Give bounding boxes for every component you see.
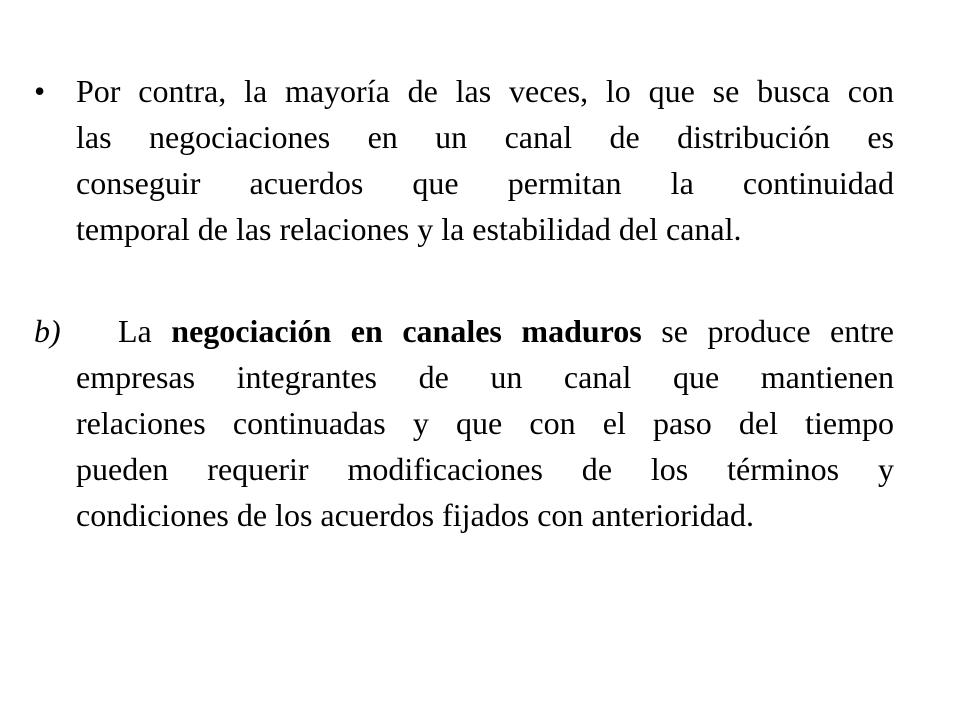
bold-term: negociación en canales maduros (171, 313, 642, 349)
text-run: La (118, 313, 172, 349)
text-line: conseguir acuerdos que permitan la continuidad (76, 165, 894, 201)
item-marker-b: b) (34, 313, 61, 349)
text-line: empresas integrantes de un canal que mantienen (76, 359, 894, 395)
paragraph-continuity (76, 68, 894, 252)
paragraph-mature-channels (76, 308, 894, 538)
text-line: relaciones continuadas y que con el paso del tiempo (76, 405, 894, 441)
text-line (76, 308, 894, 354)
text-line: condiciones de los acuerdos fijados con anterioridad. (76, 497, 754, 533)
text-line: temporal de las relaciones y la estabilidad del canal. (76, 211, 742, 247)
text-line: Por contra, la mayoría de las veces, lo que se busca con (76, 73, 894, 109)
text-line: las negociaciones en un canal de distribución es (76, 119, 894, 155)
text-line: pueden requerir modificaciones de los términos y (76, 451, 894, 487)
text-run: se produce entre (641, 313, 894, 349)
bullet-marker: • (34, 73, 46, 109)
